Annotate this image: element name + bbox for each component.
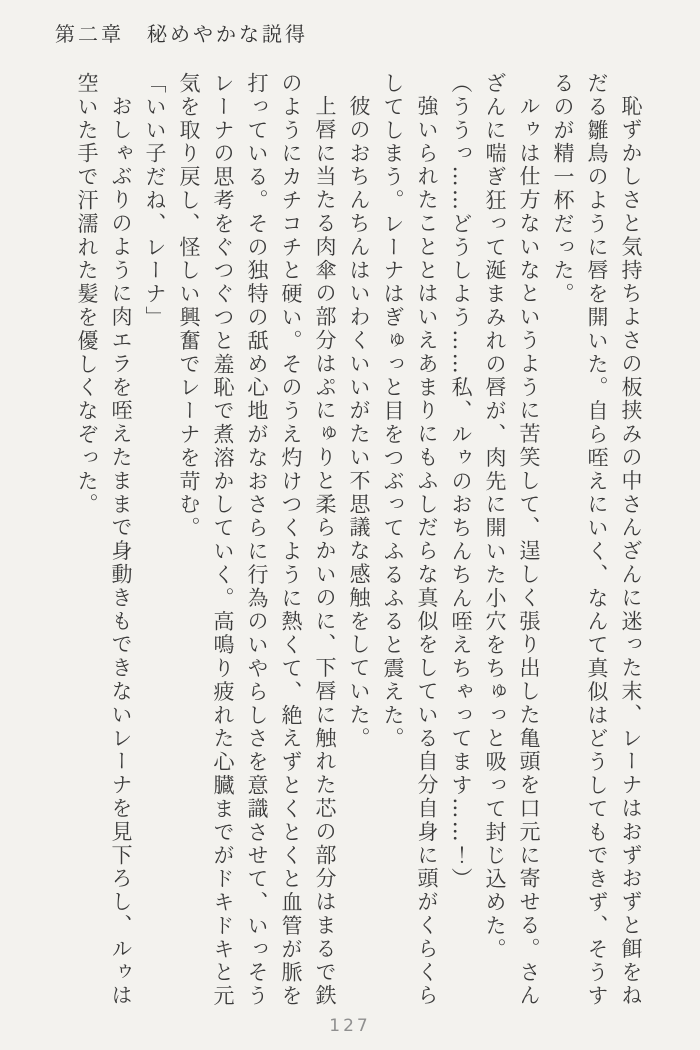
paragraph: ルゥは仕方ないなというように苦笑して、逞しく張り出した亀頭を口元に寄せる。さんざんに喘ぎ狂って涎まみれの唇が、肉先に開いた小穴をちゅっと吸って封じ込めた。 [483, 72, 541, 1008]
paragraph: 強いられたこととはいえあまりにもふしだらな真似をしている自分自身に頭がくらくらしてしまう。レーナはぎゅっと目をつぶってふるふると震えた。 [381, 72, 439, 1008]
paragraph: 恥ずかしさと気持ちよさの板挟みの中さんざんに迷った末、レーナはおずおずと餌をねだる雛鳥のように唇を開いた。自ら咥えにいく、なんて真似はどうしてもできず、そうするのが精一杯だった。 [551, 72, 643, 1008]
chapter-header: 第二章 秘めやかな説得 [55, 22, 308, 46]
paragraph: 彼のおちんちんはいわくいいがたい不思議な感触をしていた。 [347, 95, 371, 751]
paragraph: 上唇に当たる肉傘の部分はぷにゅりと柔らかいのに、下唇に触れた芯の部分はまるで鉄のようにカチコチと硬い。そのうえ灼けつくように熱くて、絶えずとくとくと血管が脈を打っている。その独特の舐め心地がなおさらに行為のいやらしさを意識させて、いっそうレーナの思考をぐつぐつと羞恥で煮溶かしていく。高鳴り疲れた心臓までがドキドキと元気を取り戻し、怪しい興奮でレーナを苛む。 [177, 72, 337, 1008]
paragraph: 「いい子だね、レーナ」 [143, 72, 167, 330]
paragraph: おしゃぶりのように肉エラを咥えたままで身動きもできないレーナを見下ろし、ルゥは空いた手で汗濡れた髪を優しくなぞった。 [75, 72, 133, 1008]
paragraph: （ううっ……どうしよう……私、ルゥのおちんちん咥えちゃってます……！） [449, 72, 473, 891]
body-text [64, 72, 648, 1012]
page-number: 127 [329, 1016, 371, 1036]
